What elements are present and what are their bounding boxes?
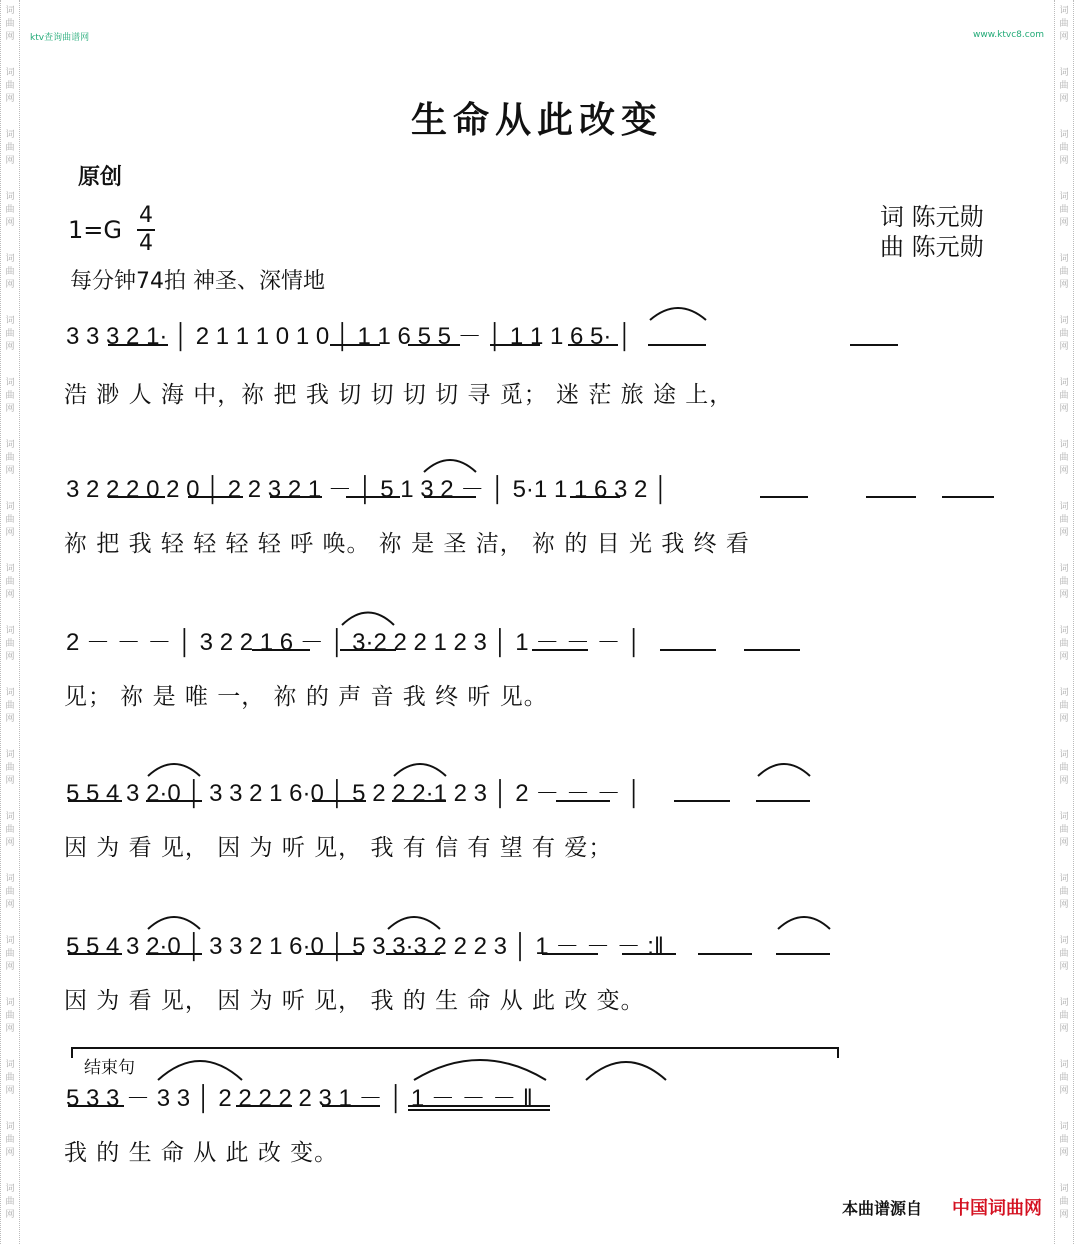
watermark-char: 网 [1059,342,1069,352]
lyrics-line-2: 祢 把 我 轻 轻 轻 轻 呼 唤。 祢 是 圣 洁， 祢 的 目 光 我 终 看 [64,531,750,557]
watermark-char: 曲 [1059,639,1069,649]
watermark-char: 曲 [5,329,15,339]
watermark-char: 词 [5,316,15,326]
slur-mark [586,1062,666,1080]
watermark-char: 曲 [1059,825,1069,835]
watermark-char: 词 [5,1184,15,1194]
watermark-char: 词 [1059,998,1069,1008]
footer-source-label: 本曲谱源自 [842,1199,923,1218]
watermark-char: 曲 [5,825,15,835]
watermark-char: 词 [5,130,15,140]
slur-mark [148,764,200,776]
watermark-char: 曲 [5,515,15,525]
watermark-char: 曲 [1059,329,1069,339]
watermark-char: 词 [1059,688,1069,698]
watermark-char: 曲 [5,143,15,153]
watermark-char: 曲 [1059,453,1069,463]
watermark-char: 网 [5,714,15,724]
lyrics-line-4: 因 为 看 见， 因 为 听 见， 我 有 信 有 望 有 爱； [64,835,613,861]
watermark-char: 曲 [5,1197,15,1207]
lyrics-line-5: 因 为 看 见， 因 为 听 见， 我 的 生 命 从 此 改 变。 [64,988,645,1014]
watermark-char: 网 [1059,1210,1069,1220]
watermark-char: 网 [1059,1024,1069,1034]
watermark-char: 词 [5,1122,15,1132]
watermark-char: 网 [5,280,15,290]
watermark-char: 曲 [1059,81,1069,91]
song-title: 生命从此改变 [410,99,663,141]
watermark-char: 曲 [5,205,15,215]
slur-mark [394,764,446,776]
watermark-char: 曲 [1059,887,1069,897]
watermark-char: 词 [1059,130,1069,140]
watermark-char: 词 [1059,1184,1069,1194]
watermark-char: 曲 [1059,1135,1069,1145]
watermark-char: 词 [1059,750,1069,760]
watermark-char: 曲 [1059,515,1069,525]
watermark-char: 网 [1059,1086,1069,1096]
watermark-char: 网 [1059,404,1069,414]
watermark-char: 曲 [1059,577,1069,587]
time-signature-top: 4 [139,203,153,228]
watermark-char: 曲 [5,701,15,711]
watermark-char: 词 [1059,192,1069,202]
lyrics-line-6: 我 的 生 命 从 此 改 变。 [64,1140,339,1166]
slur-mark [148,917,200,929]
key-signature: 1=G [68,216,122,244]
slur-mark [158,1061,242,1080]
watermark-char: 词 [1059,254,1069,264]
watermark-char: 词 [1059,874,1069,884]
watermark-char: 词 [5,378,15,388]
slur-mark [650,308,706,320]
watermark-char: 网 [5,32,15,42]
watermark-char: 曲 [1059,143,1069,153]
watermark-char: 词 [1059,68,1069,78]
watermark-char: 曲 [5,949,15,959]
watermark-char: 曲 [1059,391,1069,401]
watermark-char: 网 [1059,466,1069,476]
watermark-char: 曲 [1059,267,1069,277]
slur-mark [758,764,810,776]
watermark-char: 网 [5,776,15,786]
watermark-char: 词 [5,936,15,946]
watermark-char: 网 [5,156,15,166]
watermark-char: 网 [5,218,15,228]
slur-mark [424,460,476,472]
watermark-char: 词 [1059,1122,1069,1132]
watermark-char: 曲 [1059,1073,1069,1083]
watermark-char: 词 [5,998,15,1008]
slur-mark [778,917,830,929]
watermark-char: 曲 [1059,1197,1069,1207]
tempo-marking: 每分钟74拍 神圣、深情地 [70,269,325,294]
watermark-char: 网 [1059,900,1069,910]
watermark-char: 词 [5,254,15,264]
notation-line-3: 2 － － － │ 3 2 2 1 6 － │ 3·2 2 2 1 2 3 │ 1 － － － │ [66,629,643,656]
watermark-char: 词 [1059,1060,1069,1070]
notation-line-6: 5 3 3 － 3 3 │ 2 2 2 2 2 3 1 － │ 1 － － － ‖ [66,1085,533,1112]
watermark-char: 曲 [5,81,15,91]
header-right-url[interactable]: www.ktvc8.com [973,30,1044,40]
watermark-char: 词 [1059,564,1069,574]
watermark-char: 词 [5,68,15,78]
watermark-char: 曲 [5,639,15,649]
watermark-char: 词 [5,626,15,636]
watermark-char: 词 [1059,502,1069,512]
watermark-char: 网 [1059,714,1069,724]
watermark-char: 曲 [5,763,15,773]
notation-line-1: 3 3 3 2 1· │ 2 1 1 1 0 1 0 │ 1 1 6 5 5 － │ 1 1 1 6 5· │ [66,323,633,350]
watermark-char: 网 [5,1148,15,1158]
watermark-char: 词 [1059,812,1069,822]
slur-mark [414,1060,546,1080]
watermark-char: 曲 [5,1135,15,1145]
watermark-char: 词 [1059,378,1069,388]
watermark-char: 网 [1059,280,1069,290]
watermark-char: 网 [1059,156,1069,166]
composer-credit: 曲 陈元勋 [880,233,984,261]
watermark-char: 词 [5,440,15,450]
watermark-char: 词 [5,1060,15,1070]
watermark-char: 曲 [5,19,15,29]
watermark-char: 网 [5,342,15,352]
watermark-char: 曲 [1059,19,1069,29]
watermark-char: 网 [1059,218,1069,228]
watermark-char: 网 [1059,962,1069,972]
coda-label: 结束句 [84,1058,135,1078]
watermark-char: 曲 [5,577,15,587]
watermark-char: 词 [5,502,15,512]
watermark-char: 曲 [1059,1011,1069,1021]
watermark-char: 网 [5,94,15,104]
notation-line-2: 3 2 2 2 0 2 0 │ 2 2 3 2 1 － │ 5 1 3 2 － │ 5·1 1 1 6 3 2 │ [66,476,670,503]
lyrics-line-3: 见； 祢 是 唯 一， 祢 的 声 音 我 终 听 见。 [64,684,548,710]
watermark-char: 词 [5,812,15,822]
watermark-char: 曲 [1059,949,1069,959]
watermark-char: 词 [1059,440,1069,450]
time-signature-bottom: 4 [139,231,153,256]
watermark-char: 网 [1059,94,1069,104]
slur-mark [388,917,440,929]
watermark-char: 网 [1059,838,1069,848]
watermark-char: 曲 [5,453,15,463]
header-left-text[interactable]: ktv查询曲谱网 [30,33,90,43]
watermark-char: 曲 [1059,701,1069,711]
watermark-char: 网 [1059,1148,1069,1158]
watermark-char: 网 [1059,776,1069,786]
lyrics-line-1: 浩 渺 人 海 中，祢 把 我 切 切 切 切 寻 觅； 迷 茫 旅 途 上， [64,382,734,408]
coda-bracket [72,1048,838,1058]
watermark-char: 网 [1059,590,1069,600]
watermark-char: 曲 [5,1073,15,1083]
watermark-char: 曲 [5,391,15,401]
watermark-char: 词 [5,750,15,760]
watermark-char: 网 [5,900,15,910]
watermark-char: 网 [5,838,15,848]
watermark-char: 网 [5,528,15,538]
watermark-char: 词 [5,688,15,698]
watermark-char: 网 [1059,652,1069,662]
watermark-char: 词 [5,192,15,202]
song-label: 原创 [78,165,123,190]
watermark-char: 网 [5,590,15,600]
watermark-char: 网 [5,1086,15,1096]
lyricist-credit: 词 陈元勋 [880,203,984,231]
watermark-char: 词 [5,564,15,574]
watermark-char: 网 [5,466,15,476]
watermark-char: 曲 [5,1011,15,1021]
watermark-char: 曲 [1059,205,1069,215]
watermark-char: 曲 [1059,763,1069,773]
watermark-char: 词 [5,6,15,16]
footer-site-link[interactable]: 中国词曲网 [952,1198,1042,1219]
slur-mark [342,613,394,626]
watermark-char: 网 [5,1210,15,1220]
watermark-char: 词 [5,874,15,884]
watermark-char: 曲 [5,887,15,897]
watermark-char: 词 [1059,6,1069,16]
notation-line-5: 5 5 4 3 2·0 │ 3 3 2 1 6·0 │ 5 3 3·3 2 2 2 3 │ 1 － － － :‖ [66,933,664,960]
watermark-char: 曲 [5,267,15,277]
watermark-char: 网 [5,1024,15,1034]
watermark-char: 网 [5,404,15,414]
watermark-char: 词 [1059,936,1069,946]
notation-line-4: 5 5 4 3 2·0 │ 3 3 2 1 6·0 │ 5 2 2 2·1 2 3 │ 2 － － － │ [66,780,643,807]
watermark-char: 网 [5,652,15,662]
watermark-char: 网 [1059,32,1069,42]
watermark-char: 词 [1059,316,1069,326]
watermark-char: 网 [5,962,15,972]
watermark-char: 网 [1059,528,1069,538]
watermark-char: 词 [1059,626,1069,636]
